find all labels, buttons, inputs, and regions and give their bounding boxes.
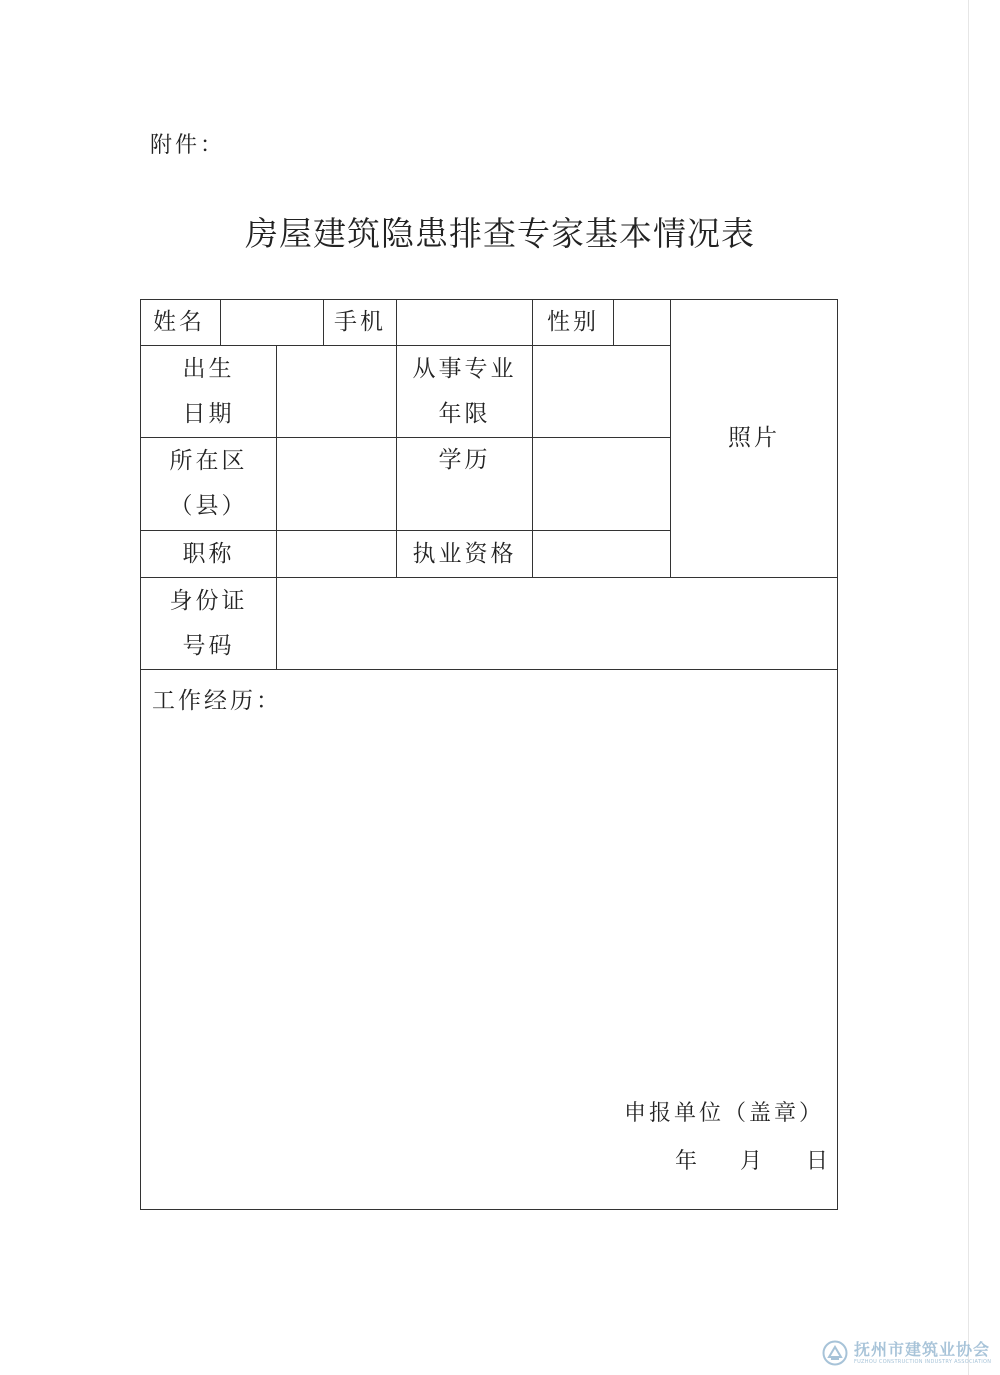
gender-field[interactable]	[614, 300, 670, 345]
table-border-bottom	[140, 1209, 838, 1210]
gender-label: 性别	[547, 309, 599, 335]
birth-label-line2: 日期	[182, 400, 235, 427]
birth-label-line1: 出生	[182, 355, 235, 382]
id-label-line2: 号码	[182, 632, 235, 659]
watermark-org-name-en: FUZHOU CONSTRUCTION INDUSTRY ASSOCIATION	[854, 1358, 992, 1365]
photo-label: 照片	[728, 425, 780, 451]
years-label	[397, 346, 532, 437]
work-history-label: 工作经历：	[152, 688, 282, 714]
page-edge-shadow	[968, 0, 969, 1375]
work-history-area[interactable]	[141, 670, 837, 1209]
name-field[interactable]	[221, 300, 323, 345]
attachment-label: 附件：	[150, 133, 226, 158]
job-title-field[interactable]	[277, 531, 396, 577]
applicant-stamp-label: 申报单位（盖章）	[624, 1101, 825, 1126]
association-watermark	[822, 1336, 992, 1370]
phone-label: 手机	[334, 309, 386, 335]
district-field[interactable]	[277, 438, 396, 530]
id-number-label	[141, 578, 276, 669]
education-label: 学历	[438, 447, 491, 473]
photo-cell[interactable]	[671, 300, 837, 577]
district-label-line2: （县）	[169, 493, 248, 519]
watermark-org-name: 抚州市建筑业协会	[854, 1339, 991, 1359]
years-label-line2: 年限	[438, 400, 491, 427]
table-border-right	[837, 299, 838, 1210]
year-label: 年	[675, 1149, 698, 1174]
birth-date-field[interactable]	[277, 346, 396, 437]
name-label: 姓名	[153, 309, 205, 335]
district-label	[141, 438, 276, 530]
job-title-label: 职称	[182, 540, 235, 567]
qualification-label: 执业资格	[412, 540, 517, 567]
month-label: 月	[740, 1149, 763, 1174]
day-label: 日	[806, 1149, 829, 1174]
education-field[interactable]	[533, 438, 670, 530]
years-label-line1: 从事专业	[412, 355, 517, 382]
phone-field[interactable]	[397, 300, 532, 345]
form-title: 房屋建筑隐患排查专家基本情况表	[245, 214, 755, 253]
years-field[interactable]	[533, 346, 670, 437]
district-label-line1: 所在区	[169, 448, 248, 474]
id-number-field[interactable]	[277, 578, 837, 669]
id-label-line1: 身份证	[169, 587, 248, 614]
association-logo-icon	[822, 1340, 848, 1366]
qualification-field[interactable]	[533, 531, 670, 577]
education-label-cell	[397, 438, 532, 530]
birth-date-label	[141, 346, 276, 437]
